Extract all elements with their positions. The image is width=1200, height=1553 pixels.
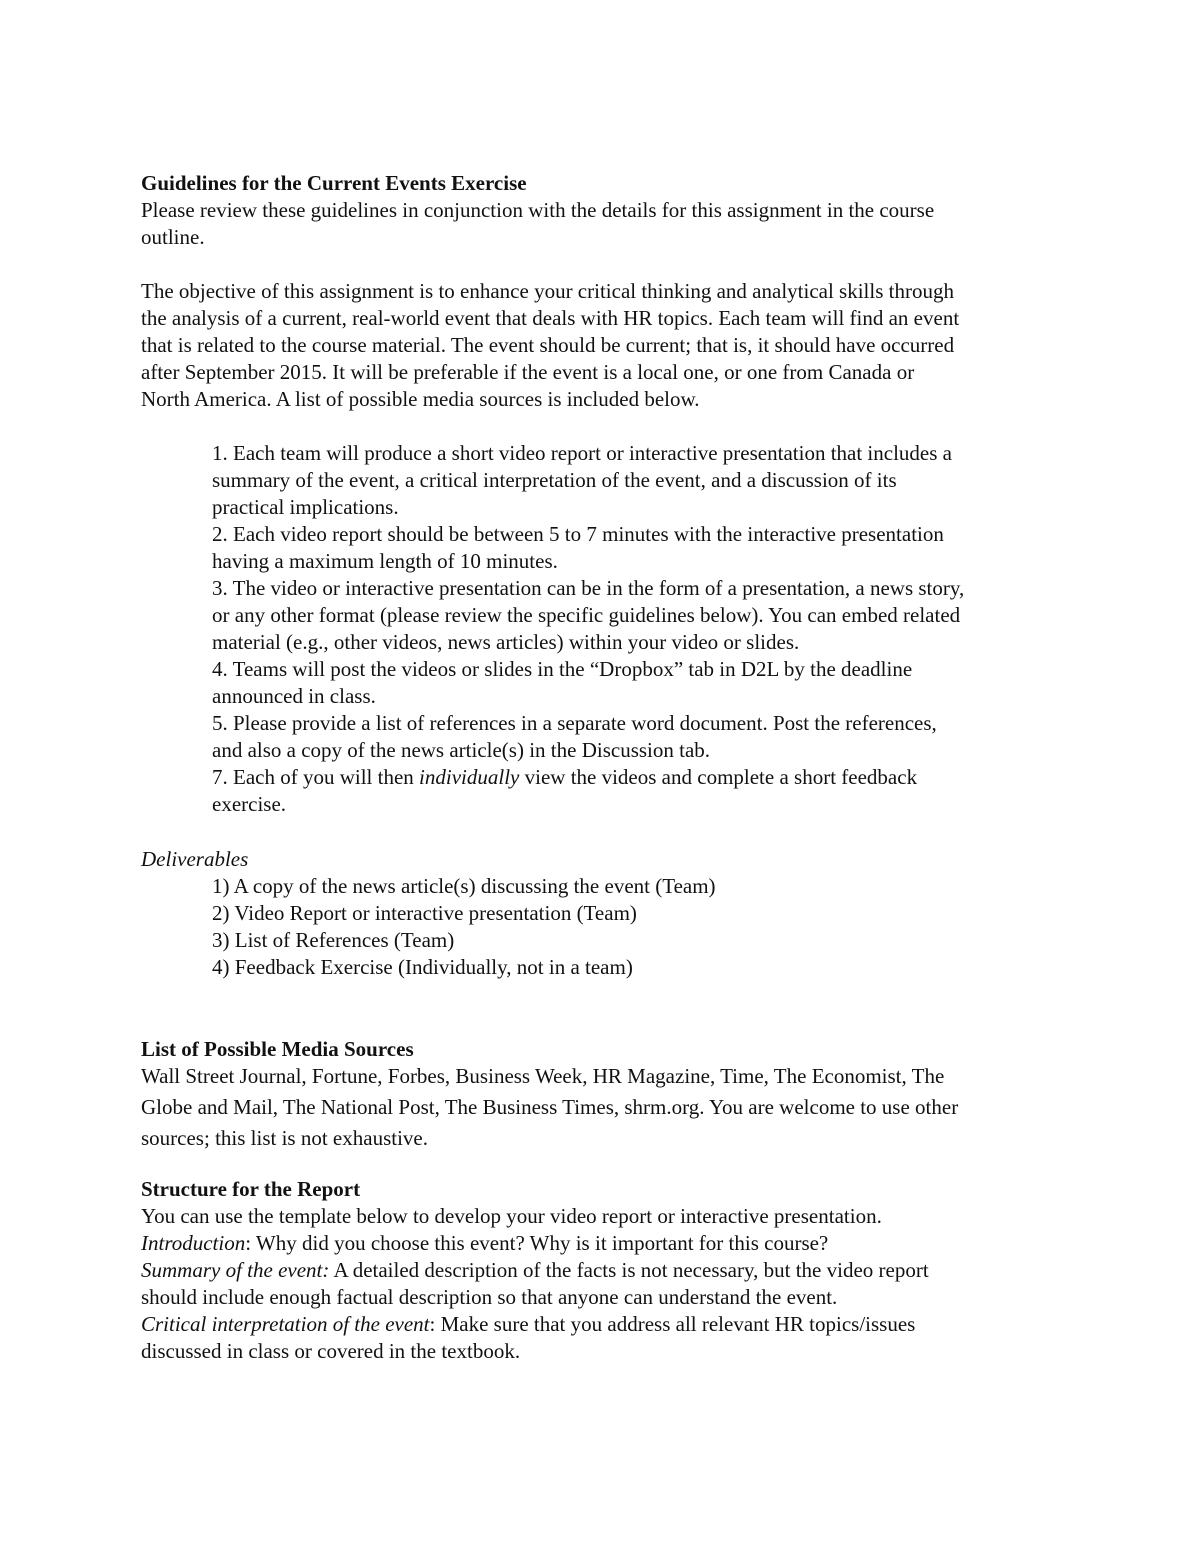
- step-line: practical implications.: [212, 495, 399, 519]
- step-line: and also a copy of the news article(s) in the Discussion tab.: [212, 738, 711, 762]
- structure-heading: Structure for the Report: [141, 1177, 361, 1201]
- deliverable-item: 3) List of References (Team): [212, 928, 455, 952]
- introduction-label: Introduction: [141, 1231, 246, 1255]
- summary-text: A detailed description of the facts is not necessary, but the video report: [329, 1258, 929, 1282]
- structure-summary-cont: should include enough factual description so that anyone can understand the event.: [141, 1285, 838, 1309]
- step-emphasis: individually: [419, 765, 520, 789]
- deliverables-label-block: [141, 846, 1071, 873]
- step-line: or any other format (please review the specific guidelines below). You can embed related: [212, 603, 961, 627]
- step-text: view the videos and complete a short feedback: [519, 765, 918, 789]
- step-line: exercise.: [212, 792, 287, 816]
- structure-intro: You can use the template below to develop your video report or interactive presentation.: [141, 1204, 882, 1228]
- intro-section: [141, 170, 1071, 251]
- introduction-text: : Why did you choose this event? Why is it important for this course?: [245, 1231, 829, 1255]
- objective-line: the analysis of a current, real-world event that deals with HR topics. Each team will find an event: [141, 306, 960, 330]
- deliverables-list: [212, 873, 1072, 981]
- step-text: 7. Each of you will then: [212, 765, 420, 789]
- document-title: Guidelines for the Current Events Exercise: [141, 171, 527, 195]
- step-line: 1. Each team will produce a short video report or interactive presentation that includes a: [212, 441, 952, 465]
- objective-line: that is related to the course material. The event should be current; that is, it should have occurred: [141, 333, 955, 357]
- intro-line: Please review these guidelines in conjunction with the details for this assignment in the course: [141, 198, 935, 222]
- structure-section: [141, 1176, 1071, 1365]
- intro-line: outline.: [141, 225, 205, 249]
- media-section: [141, 1036, 1071, 1154]
- step-line: material (e.g., other videos, news articles) within your video or slides.: [212, 630, 800, 654]
- structure-introduction: [141, 1230, 1071, 1257]
- media-line: sources; this list is not exhaustive.: [141, 1126, 428, 1150]
- structure-summary: [141, 1257, 1071, 1284]
- step-line: 3. The video or interactive presentation can be in the form of a presentation, a news story,: [212, 576, 965, 600]
- objective-line: North America. A list of possible media sources is included below.: [141, 387, 700, 411]
- objective-paragraph: [141, 278, 1071, 413]
- deliverable-item: 4) Feedback Exercise (Individually, not in a team): [212, 955, 633, 979]
- steps-list: [212, 440, 1072, 818]
- deliverable-item: 2) Video Report or interactive presentation (Team): [212, 901, 637, 925]
- objective-line: after September 2015. It will be preferable if the event is a local one, or one from Canada or: [141, 360, 915, 384]
- deliverable-item: 1) A copy of the news article(s) discussing the event (Team): [212, 874, 716, 898]
- step-line: [212, 764, 1072, 791]
- step-line: 2. Each video report should be between 5 to 7 minutes with the interactive presentation: [212, 522, 944, 546]
- media-heading: List of Possible Media Sources: [141, 1037, 414, 1061]
- step-line: 5. Please provide a list of references in a separate word document. Post the references,: [212, 711, 937, 735]
- critical-text: : Make sure that you address all relevant HR topics/issues: [429, 1312, 916, 1336]
- structure-critical-cont: discussed in class or covered in the textbook.: [141, 1339, 521, 1363]
- summary-label: Summary of the event:: [141, 1258, 330, 1282]
- structure-critical: [141, 1311, 1071, 1338]
- step-line: 4. Teams will post the videos or slides in the “Dropbox” tab in D2L by the deadline: [212, 657, 913, 681]
- step-line: summary of the event, a critical interpretation of the event, and a discussion of its: [212, 468, 897, 492]
- deliverables-label: Deliverables: [141, 847, 249, 871]
- step-line: having a maximum length of 10 minutes.: [212, 549, 558, 573]
- critical-label: Critical interpretation of the event: [141, 1312, 430, 1336]
- step-line: announced in class.: [212, 684, 376, 708]
- media-line: Globe and Mail, The National Post, The Business Times, shrm.org. You are welcome to use other: [141, 1095, 959, 1119]
- media-line: Wall Street Journal, Fortune, Forbes, Business Week, HR Magazine, Time, The Economist, The: [141, 1064, 945, 1088]
- objective-line: The objective of this assignment is to enhance your critical thinking and analytical skills through: [141, 279, 954, 303]
